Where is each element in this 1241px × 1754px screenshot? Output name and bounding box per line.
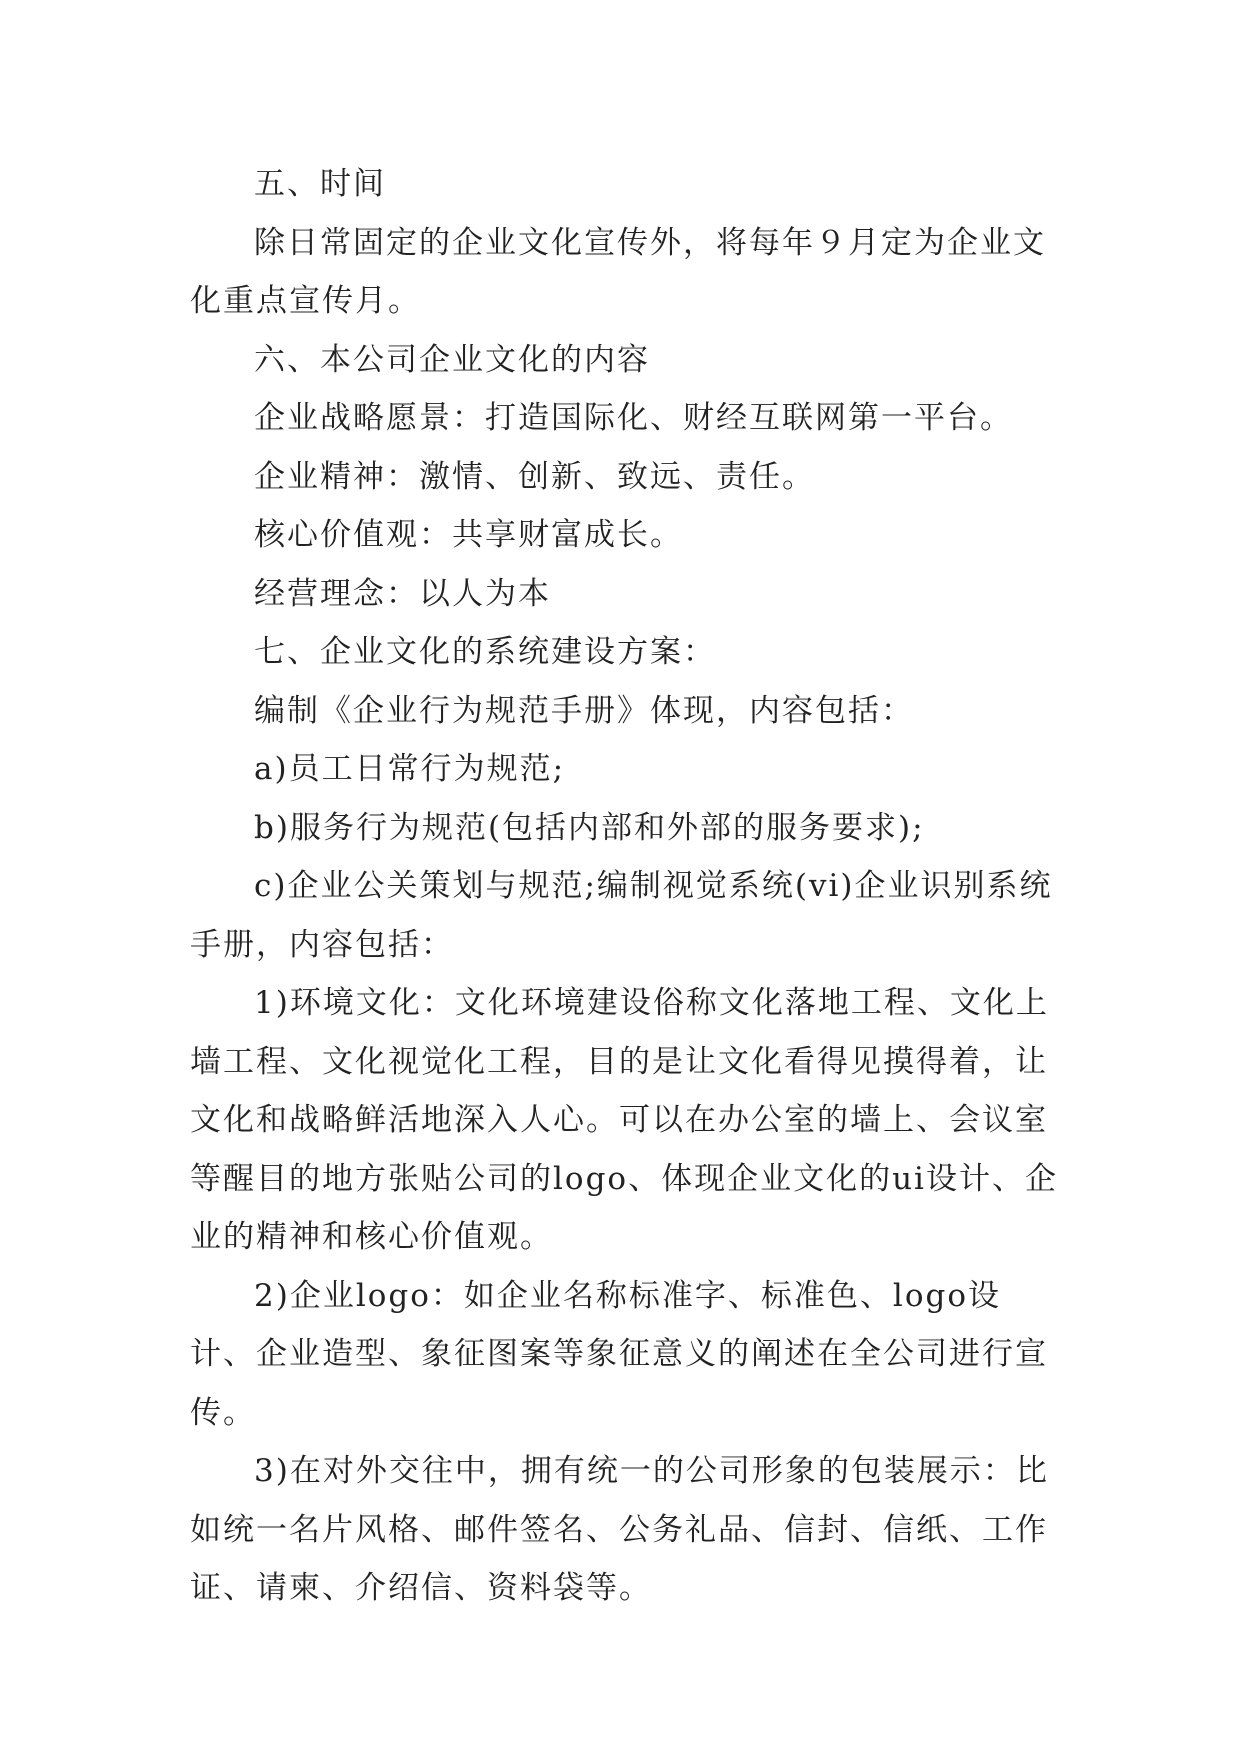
list-item-c: c)企业公关策划与规范;编制视觉系统(vi)企业识别系统手册，内容包括： <box>190 868 1053 963</box>
paragraph-manual: 编制《企业行为规范手册》体现，内容包括： <box>254 692 914 729</box>
paragraph-core-values: 核心价值观：共享财富成长。 <box>254 517 683 553</box>
paragraph-philosophy: 经营理念：以人为本 <box>254 575 551 612</box>
list-item-3: 3)在对外交往中，拥有统一的公司形象的包装展示：比如统一名片风格、邮件签名、公务礼品、信封、信纸、工作证、请柬、介绍信、资料袋等。 <box>190 1453 1049 1606</box>
heading-culture-content: 六、本公司企业文化的内容 <box>254 341 650 378</box>
document-body <box>190 155 1058 1618</box>
heading-system-plan: 七、企业文化的系统建设方案： <box>254 634 716 670</box>
list-item-1: 1)环境文化：文化环境建设俗称文化落地工程、文化上墙工程、文化视觉化工程，目的是让文化看得见摸得着，让文化和战略鲜活地深入人心。可以在办公室的墙上、会议室等醒目的地方张贴公司的logo、体现企业文化的ui设计、企业的精神和核心价值观。 <box>190 985 1058 1255</box>
paragraph-culture-month: 除日常固定的企业文化宣传外，将每年９月定为企业文化重点宣传月。 <box>190 224 1046 319</box>
list-item-b: b)服务行为规范(包括内部和外部的服务要求); <box>254 809 925 846</box>
paragraph-spirit: 企业精神：激情、创新、致远、责任。 <box>254 458 815 495</box>
heading-time: 五、时间 <box>254 166 386 202</box>
paragraph-vision: 企业战略愿景：打造国际化、财经互联网第一平台。 <box>254 400 1013 436</box>
list-item-2: 2)企业logo：如企业名称标准字、标准色、logo设计、企业造型、象征图案等象征意义的阐述在全公司进行宣传。 <box>190 1277 1048 1431</box>
list-item-a: a)员工日常行为规范; <box>254 751 566 787</box>
